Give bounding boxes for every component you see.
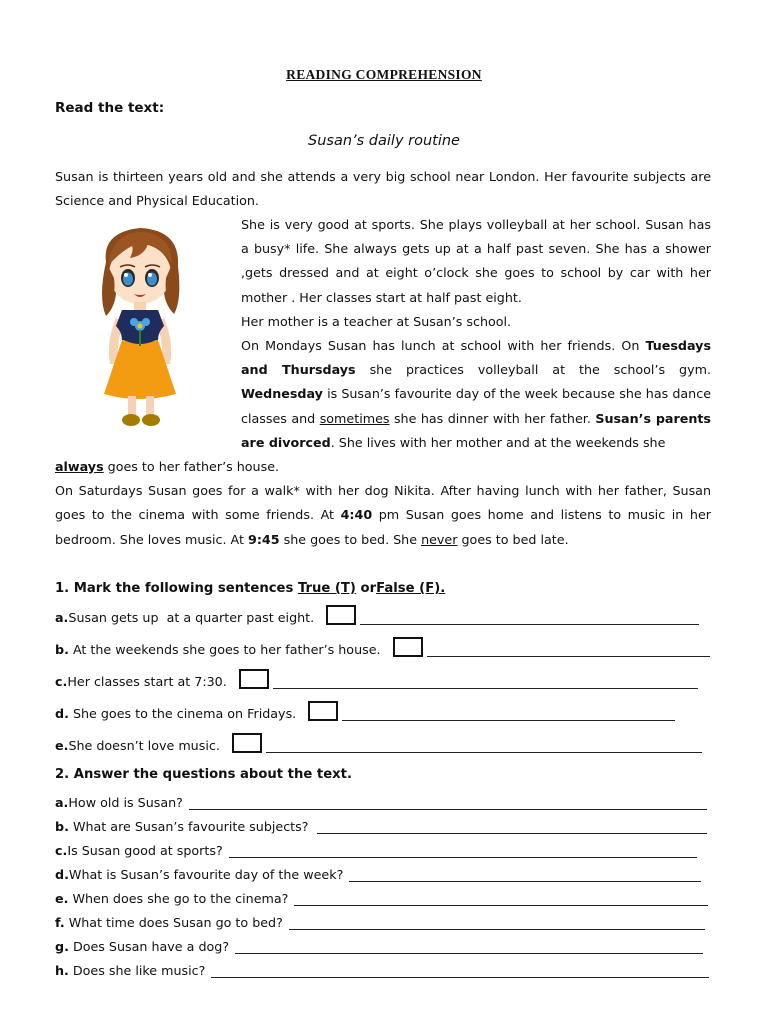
tf-item-text: Susan gets up at a quarter past eight. [68, 610, 315, 625]
question-letter: d. [55, 867, 69, 882]
question-item [55, 932, 703, 954]
story-paragraph-1: Susan is thirteen years old and she attends a very big school near London. Her favourite subjects are Science and Physical Education. [55, 169, 711, 209]
answer-line[interactable] [349, 867, 701, 882]
emphasis-always: always [55, 459, 104, 474]
tf-answer-box[interactable] [326, 605, 356, 625]
question-text: What time does Susan go to bed? [64, 915, 283, 930]
question-letter: a. [55, 795, 69, 810]
question-label [55, 843, 223, 858]
story-text: On Saturdays Susan goes for a walk* with her dog Nikita. After having lunch with her father, Susan goes to the cinema with some friends. At [55, 483, 711, 523]
tf-item [55, 603, 699, 625]
question-item [55, 956, 709, 978]
tf-answer-line[interactable] [360, 610, 699, 625]
story-title: Susan’s daily routine [308, 133, 460, 149]
tf-answer-line[interactable] [266, 738, 702, 753]
story-paragraph-2 [241, 213, 711, 455]
tf-item-label [55, 674, 227, 689]
question-letter: f. [55, 915, 65, 930]
question-letter: c. [55, 843, 68, 858]
section-1-number: 1. [55, 581, 70, 596]
tf-answer-box[interactable] [393, 637, 423, 657]
tf-item-letter: e. [55, 738, 69, 753]
question-item [55, 788, 707, 810]
answer-line[interactable] [317, 819, 707, 834]
question-label [55, 915, 283, 930]
tf-item-label [55, 610, 314, 625]
tf-item [55, 699, 675, 721]
question-item [55, 812, 707, 834]
question-text: Does Susan have a dog? [68, 939, 230, 954]
question-item [55, 836, 697, 858]
section-1-heading-text: Mark the following sentences [69, 581, 298, 596]
story-text: goes to bed late. [457, 531, 569, 547]
story-text: On Mondays Susan has lunch at school with her friends. On [241, 338, 646, 354]
tf-item [55, 731, 702, 753]
question-text: What are Susan’s favourite subjects? [68, 819, 309, 834]
tf-item-letter: a. [55, 610, 69, 625]
emphasis-parents-divorced: Susan’s parents are divorced [241, 410, 711, 450]
question-text: What is Susan’s favourite day of the week? [68, 867, 344, 882]
question-letter: g. [55, 939, 69, 954]
tf-item-label [55, 706, 296, 721]
story-text: . She lives with her mother and at the weekends she [330, 434, 666, 450]
question-label [55, 867, 343, 882]
emphasis-never: never [421, 531, 458, 547]
story-text: she has dinner with her father. [389, 410, 596, 426]
question-letter: e. [55, 891, 69, 906]
answer-line[interactable] [211, 963, 709, 978]
tf-item-label [55, 642, 381, 657]
instruction-read-text: Read the text: [55, 100, 165, 116]
answer-line[interactable] [229, 843, 697, 858]
tf-item [55, 635, 710, 657]
question-label [55, 819, 309, 834]
story-paragraph-2-text: She is very good at sports. She plays volleyball at her school. Susan has a busy* life. She always gets up at a half past seven. She has a shower ,gets dressed and at eight o’clock she goes to school by car with her mother . Her classes start at half past eight. [241, 217, 711, 305]
question-item [55, 884, 708, 906]
tf-answer-line[interactable] [342, 706, 675, 721]
question-item [55, 908, 705, 930]
emphasis-time-440: 4:40 [340, 507, 373, 523]
story-text: she goes to bed. She [279, 531, 422, 547]
section-2-heading: 2. Answer the questions about the text. [55, 767, 352, 782]
question-text: Does she like music? [68, 963, 206, 978]
story-text: goes to her father’s house. [103, 459, 280, 474]
answer-line[interactable] [235, 939, 703, 954]
question-label [55, 939, 229, 954]
cartoon-girl-icon [92, 222, 188, 432]
question-text: How old is Susan? [68, 795, 183, 810]
story-paragraph-3 [55, 455, 711, 552]
tf-item-letter: c. [55, 674, 68, 689]
tf-item-letter: b. [55, 642, 69, 657]
tf-answer-line[interactable] [273, 674, 698, 689]
tf-answer-box[interactable] [232, 733, 262, 753]
tf-answer-box[interactable] [308, 701, 338, 721]
tf-item [55, 667, 698, 689]
tf-item-label [55, 738, 220, 753]
question-label [55, 891, 288, 906]
question-letter: b. [55, 819, 69, 834]
question-text: Is Susan good at sports? [67, 843, 223, 858]
emphasis-time-945: 9:45 [248, 531, 280, 547]
question-item [55, 860, 701, 882]
tf-answer-line[interactable] [427, 642, 710, 657]
story-text: is Susan’s favourite day of the week because she has dance classes and [241, 386, 711, 426]
tf-item-text: She doesn’t love music. [68, 738, 220, 753]
cartoon-girl-illustration [92, 222, 188, 432]
tf-item-text: At the weekends she goes to her father’s house. [68, 642, 381, 657]
question-label [55, 963, 205, 978]
story-mother-line: Her mother is a teacher at Susan’s school. [241, 313, 512, 329]
answer-line[interactable] [189, 795, 707, 810]
question-letter: h. [55, 963, 69, 978]
question-text: When does she go to the cinema? [68, 891, 289, 906]
section-1-heading [55, 581, 445, 596]
tf-item-text: She goes to the cinema on Fridays. [68, 706, 297, 721]
story-text: she practices volleyball at the school’s gym. [355, 362, 711, 378]
answer-line[interactable] [289, 915, 705, 930]
emphasis-sometimes: sometimes [319, 410, 390, 426]
tf-item-text: Her classes start at 7:30. [67, 674, 227, 689]
label-true: True (T) [297, 581, 356, 596]
page-title: READING COMPREHENSION [286, 67, 482, 82]
emphasis-wednesday: Wednesday [241, 386, 323, 402]
label-false: False (F). [376, 581, 446, 596]
emphasis-tue-thu: Tuesdays and Thursdays [241, 338, 711, 378]
tf-answer-box[interactable] [239, 669, 269, 689]
question-label [55, 795, 183, 810]
section-1-heading-or: or [355, 581, 377, 596]
answer-line[interactable] [294, 891, 708, 906]
story-text: pm Susan goes home and listens to music in her bedroom. She loves music. At [55, 507, 711, 547]
tf-item-letter: d. [55, 706, 69, 721]
